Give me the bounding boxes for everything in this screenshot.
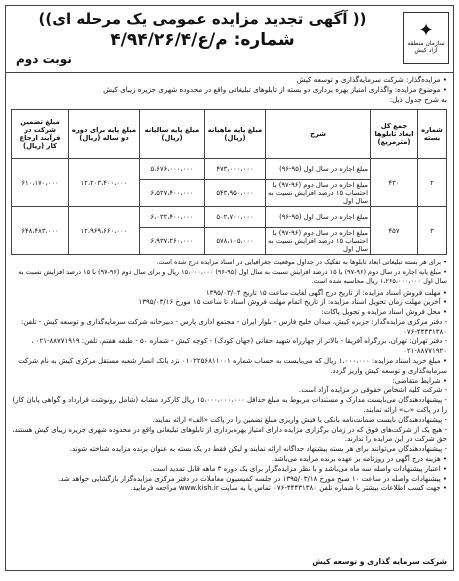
header-package-no: شماره بسته: [418, 110, 447, 159]
term-line: • شرایط متقاضی:: [392, 376, 447, 385]
cell-area: ۴۳۰: [371, 159, 418, 207]
cell-package-no: ۲: [418, 159, 447, 207]
notice-number: شماره: م/ع/۴/۹۴/۲۶/۴: [110, 30, 295, 50]
term-line: - دفتر مرکزی مزایده‌گذار: جزیره کیش، میدان خلیج فارس - بلوار ایران - مجتمع اداری پارس - دبیرخانه شرکت سرمایه‌گذاری و توسعه کیش - تلفن: ۴۴۴۳۱۳۸۰-۰۷۶: [20, 317, 447, 336]
notice-title: (( آگهی تجدید مزایده عمومی یک مرحله ای)): [38, 10, 367, 28]
term-line: • محل فروش اسناد مزایده و تحویل پاکات:: [321, 308, 447, 317]
footer-signature: شرکت سرمایه گذاری و توسعه کیش: [312, 557, 447, 566]
cell-yearly: ۶،۹۳۷،۲۶۰،۰۰۰: [140, 228, 205, 255]
term-line: • مبلغ خرید اسناد مزایده: ۱،۰۰۰،۰۰۰ ریال که می‌بایست به حساب شماره ۰۱۰۲۲۵۶۸۱۱۰۰۱ نزد بانک انصار شعبه مستقل مرکزی کیش به نام شرکت سرمایه‌گذاری و توسعه کیش واریز گردد.: [18, 357, 447, 375]
note-line: • برای هر بسته تبلیغاتی ابعاد تابلوها به تفکیک در جداول موقعیت جغرافیایی در اسناد مزایده درج شده است.: [156, 258, 447, 266]
header-description: شرح: [266, 110, 371, 159]
term-line: • آخرین مهلت زمان تحویل اسناد مزایده: از تاریخ اتمام مهلت فروش اسناد تا ساعت ۱۵ مورخ ۱۳۹۵/۰۳/۱۶: [138, 298, 447, 307]
header-two-year: مبلغ پایه برای دوره دو ساله (ریال): [69, 110, 140, 159]
intro-line: به شرح جدول ذیل:: [389, 95, 447, 104]
cell-description: مبلغ اجاره در سال دوم (۹۶-۹۷) با احتساب ۱۵ درصد افزایش نسبت به سال اول: [266, 228, 371, 255]
cell-two-year: ۱۲،۲۰۳،۴۰۰،۰۰۰: [69, 159, 140, 207]
cell-description: مبلغ اجاره در سال اول (۹۵-۹۶): [266, 207, 371, 228]
cell-monthly: ۵۷۸،۱۰۵،۰۰۰: [205, 228, 266, 255]
term-line: • مهلت فروش اسناد مزایده: از تاریخ درج آگهی لغایت ساعت ۱۵ تاریخ ۱۳۹۵/۰۳/۰۴: [205, 288, 447, 297]
terms-block: [6, 288, 453, 496]
notice-round: نوبت دوم: [16, 52, 72, 66]
term-line: - دفتر تهران: تهران، بزرگراه آفریقا - بالاتر از چهارراه شهید حقانی (جهان کودک) - کوچه کیش - شماره ۵۰ - طبقه هفتم، تلفن: ۸۸۷۷۱۹۱۹-۰۲۱ ، ۸۸۷۷۱۹۲۰-۰۲۱: [31, 337, 447, 356]
organization-logo: [403, 12, 449, 64]
cell-description: مبلغ اجاره در سال دوم (۹۶-۹۷) با احتساب ۱۵ درصد افزایش نسبت به سال اول: [266, 180, 371, 207]
table-row: [12, 207, 447, 228]
term-line: - پیشنهاددهندگان می‌توانند برای هر بسته پیشنهاد جداگانه ارائه نمایند و لیکن فقط در یک بسته به عنوان برنده مزایده شناخته شوند.: [69, 445, 447, 454]
notice-header: [6, 6, 453, 73]
header-guarantee: مبلغ تضمین شرکت در فرآیند ارجاع کار (ریال): [12, 110, 69, 159]
cell-monthly: ۵۰۲،۷۰۰،۰۰۰: [205, 207, 266, 228]
cell-guarantee: ۶۱۰،۱۷۰،۰۰۰: [12, 159, 69, 207]
term-line: - هیچ یک از شرکت‌های فوق که در زمان برگزاری مزایده دارای امتیاز بهره‌برداری از تابلوهای تبلیغاتی واقع در محدوده شهری جزیره زیبای کیش هستند، حق شرکت در این مزایده را ندارند.: [12, 425, 447, 444]
cell-yearly: ۵،۶۷۶،۰۰۰،۰۰۰: [140, 159, 205, 180]
cell-package-no: ۳: [418, 207, 447, 255]
header-monthly: مبلغ پایه ماهیانه (ریال): [205, 110, 266, 159]
cell-yearly: ۶،۵۲۷،۴۰۰،۰۰۰: [140, 180, 205, 207]
term-line: • هزینه درج آگهی در روزنامه بر عهده برنده مزایده می‌باشد.: [271, 455, 447, 464]
term-line: • جهت کسب اطلاعات بیشتر با شماره تلفن ۴۴۴۳۱۳۸۰-۰۷۶ تماس یا به سایت www.kish.ir مراجعه فرمایید.: [130, 484, 447, 493]
intro-line: • موضوع مزایده: واگذاری امتیاز بهره برداری دو بسته از تابلوهای تبلیغاتی واقع در محدوده شهری جزیره زیبای کیش: [103, 85, 447, 94]
note-line: • مبلغ پایه اجاره در سال دوم (۹۶-۹۷) با ۱۵ درصد افزایش نسبت به سال اول (۹۵-۹۶) ۱۵،۰۰۰،۰۰۰ ریال و برای سال دوم (۹۶-۹۷) با ۱۵ درصد افزایش نسبت به سال اول ۱،۲۶۵،۰۰۰،۰۰۰ ریال محاسبه شده است.: [18, 267, 447, 285]
notice-page: [5, 5, 454, 571]
cell-monthly: ۵۴۳،۹۵۰،۰۰۰: [205, 180, 266, 207]
cell-yearly: ۶،۰۳۲،۴۰۰،۰۰۰: [140, 207, 205, 228]
packages-table: [11, 109, 447, 255]
intro-line: • مزایده‌گذار: شرکت سرمایه‌گذاری و توسعه کیش: [296, 75, 447, 84]
term-line: - پیشنهاددهندگان می‌بایست مدارک و مستندات مربوط به مبلغ حداقل ۱۵،۰۰۰،۰۰۰،۰۰۰ ریال کارکرد مشابه (شامل رونوشت قرارداد و گواهی پایان کار) را در پاکت «ب» ارائه نمایند.: [12, 396, 447, 415]
header-area: جمع کل ابعاد تابلوها (مترمربع): [371, 110, 418, 159]
header-yearly: مبلغ پایه سالیانه (ریال): [140, 110, 205, 159]
term-line: - پیشنهاددهندگان بایست ضمانت‌نامه بانکی یا فیش واریزی مبلغ تضمین را در پاکت «الف» ارائه نمایند.: [152, 415, 447, 424]
emblem-icon: ✦: [418, 20, 434, 41]
cell-guarantee: ۶۴۸،۴۸۳،۰۰۰: [12, 207, 69, 255]
term-line: - شرکت کلیه اشخاص حقوقی در مزایده آزاد است.: [298, 386, 447, 395]
table-row: [12, 159, 447, 180]
cell-monthly: ۴۷۳،۰۰۰،۰۰۰: [205, 159, 266, 180]
notice-footer: [12, 557, 447, 566]
logo-caption: سازمان منطقه آزاد کیش: [407, 40, 445, 54]
intro-block: [6, 73, 453, 107]
term-line: • اعتبار پیشنهادات واصله سه ماه می‌باشد و با نظر مزایده‌گزار برای یک دوره ۳ ماهه قابل تمدید است.: [150, 464, 447, 473]
term-line: • پیشنهادات واصله در ساعت ۱۰ صبح مورخ ۱۳۹۵/۰۳/۱۸ در جلسه کمیسیون معاملات در دفتر مرکزی مزایده‌گزار بازگشایی خواهد شد.: [58, 474, 447, 483]
table-notes: [6, 257, 453, 288]
cell-area: ۴۵۷: [371, 207, 418, 255]
table-header-row: [12, 110, 447, 159]
cell-two-year: ۱۲،۹۶۹،۶۶۰،۰۰۰: [69, 207, 140, 255]
cell-description: مبلغ اجاره در سال اول (۹۵-۹۶): [266, 159, 371, 180]
